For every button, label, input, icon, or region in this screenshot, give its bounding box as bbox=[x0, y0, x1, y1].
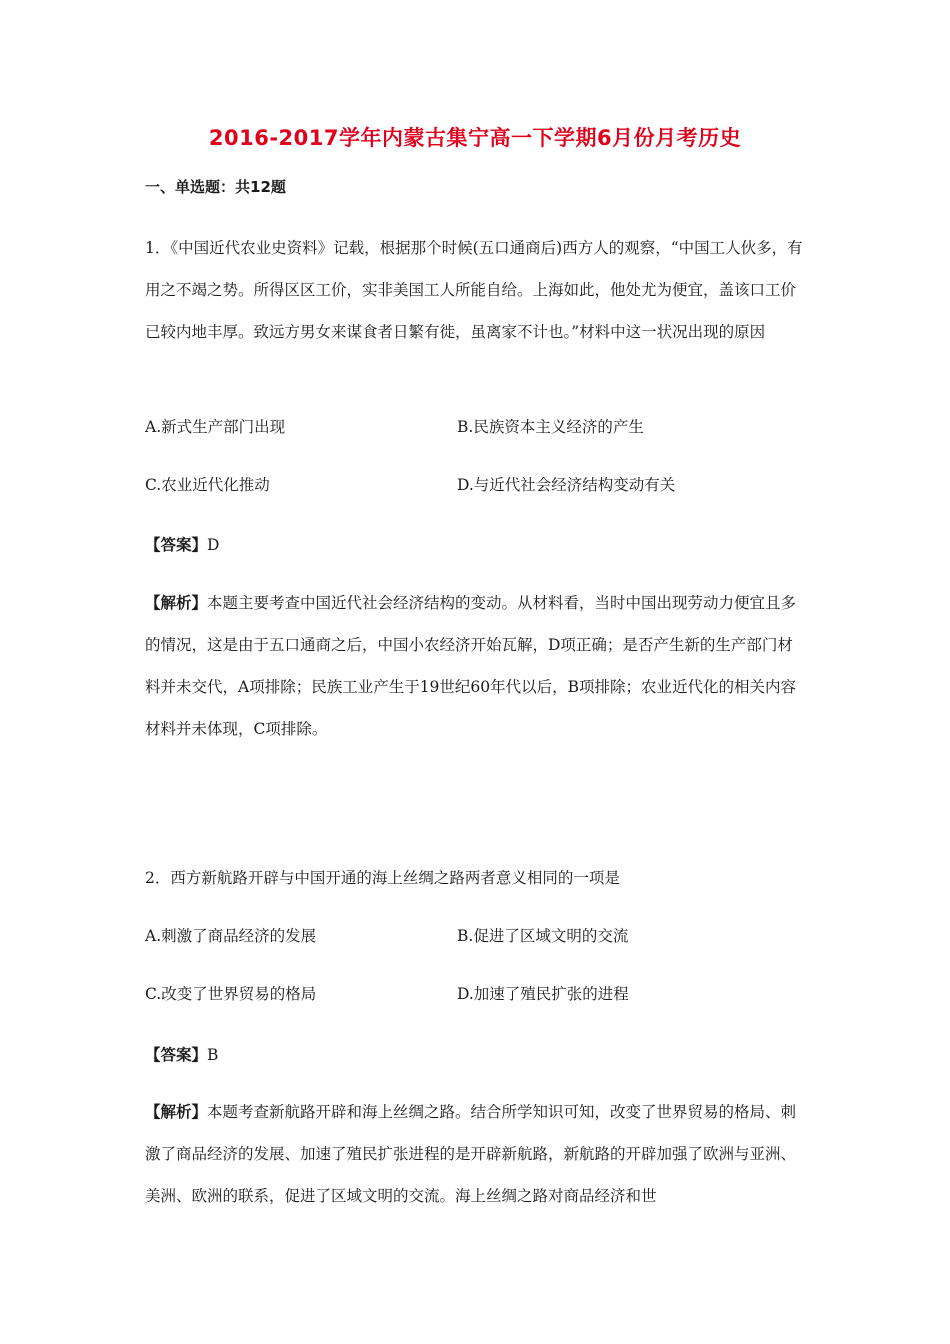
page-title: 2016-2017学年内蒙古集宁高一下学期6月份月考历史 bbox=[208, 126, 742, 150]
options-row bbox=[145, 470, 805, 528]
analysis-label: 【解析】 bbox=[145, 1103, 208, 1121]
option-c: C.改变了世界贸易的格局 bbox=[145, 985, 317, 1003]
analysis-text: 本题主要考查中国近代社会经济结构的变动。从材料看，当时中国出现劳动力便宜且多的情况，这是由于五口通商之后，中国小农经济开始瓦解，D项正确；是否产生新的生产部门材料并未交代，A项排除；民族工业产生于19世纪60年代以后，B项排除；农业近代化的相关内容材料并未体现，C项排除。 bbox=[145, 594, 797, 738]
option-c: C.农业近代化推动 bbox=[145, 476, 270, 494]
option-d: D.加速了殖民扩张的进程 bbox=[457, 985, 629, 1003]
option-b: B.民族资本主义经济的产生 bbox=[457, 418, 644, 436]
option-a: A.刺激了商品经济的发展 bbox=[145, 927, 317, 945]
question-1-stem: 1．《中国近代农业史资料》记载，根据那个时候(五口通商后)西方人的观察，“中国工人伙多，有用之不竭之势。所得区区工价，实非美国工人所能自给。上海如此，他处尤为便宜，盖该口工价已较内地丰厚。致远方男女来谋食者日繁有徙，虽离家不计也。”材料中这一状况出现的原因 bbox=[145, 239, 803, 341]
analysis-text: 本题考查新航路开辟和海上丝绸之路。结合所学知识可知，改变了世界贸易的格局、刺激了商品经济的发展、加速了殖民扩张进程的是开辟新航路，新航路的开辟加强了欧洲与亚洲、美洲、欧洲的联系，促进了区域文明的交流。海上丝绸之路对商品经济和世 bbox=[145, 1103, 797, 1205]
options-row bbox=[145, 979, 805, 1037]
option-a: A.新式生产部门出现 bbox=[145, 418, 286, 436]
answer-value: D bbox=[207, 536, 220, 554]
question-2-stem: 2．西方新航路开辟与中国开通的海上丝绸之路两者意义相同的一项是 bbox=[145, 869, 620, 887]
question-2-answer bbox=[145, 1043, 218, 1065]
analysis-label: 【解析】 bbox=[145, 594, 208, 612]
answer-label: 【答案】 bbox=[145, 536, 208, 554]
options-row bbox=[145, 412, 805, 470]
question-1-answer bbox=[145, 533, 219, 555]
question-2-options bbox=[145, 921, 805, 1037]
option-d: D.与近代社会经济结构变动有关 bbox=[457, 476, 676, 494]
section-heading: 一、单选题：共12题 bbox=[145, 178, 286, 196]
question-1-analysis bbox=[145, 582, 805, 750]
answer-value: B bbox=[207, 1046, 219, 1064]
question-2-analysis bbox=[145, 1091, 805, 1217]
options-row bbox=[145, 921, 805, 979]
question-1-options bbox=[145, 412, 805, 528]
option-b: B.促进了区域文明的交流 bbox=[457, 927, 629, 945]
answer-label: 【答案】 bbox=[145, 1046, 208, 1064]
